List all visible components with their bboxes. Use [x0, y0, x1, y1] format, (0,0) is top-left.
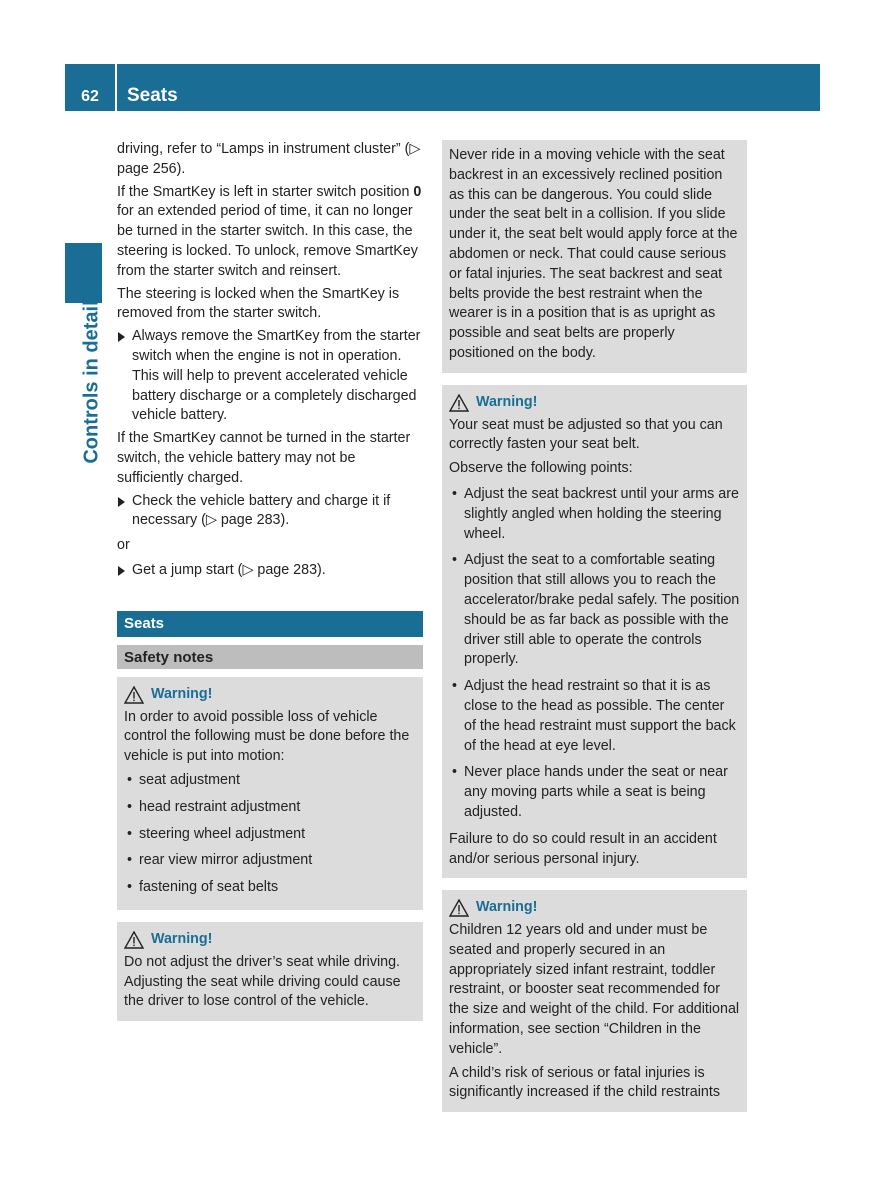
warning-title: Warning!	[449, 898, 740, 918]
warning-intro: Observe the following points:	[449, 460, 633, 477]
switch-position: 0	[413, 183, 422, 200]
bullet-item: • Adjust the seat backrest until your arms are slightly angled when holding the steering wheel.	[449, 485, 740, 544]
page-title: Seats	[117, 64, 820, 111]
warning-box	[442, 890, 747, 1112]
or-text: or	[117, 537, 130, 554]
warning-title: Warning!	[449, 393, 740, 413]
warning-text: Never ride in a moving vehicle with the seat backrest in an excessively reclined position as this can be dangerous. You could slide under the seat belt in a collision. If you slide under it, the seat belt would apply force at the abdomen or neck. That could cause serious or fatal injuries. The seat backrest and seat belts provide the best restraint when the wearer is in a position that is as upright as possible and seat belts are properly positioned on the body.	[449, 147, 738, 361]
bullet-item: • seat adjustment	[124, 771, 416, 791]
section-heading: Seats	[117, 611, 423, 637]
warning-triangle-icon	[449, 899, 469, 917]
warning-outro: Failure to do so could result in an accident and/or serious personal injury.	[449, 830, 717, 867]
warning-box	[117, 677, 423, 910]
page-number: 62	[65, 64, 115, 111]
warning-triangle-icon	[449, 394, 469, 412]
bullet-item: • fastening of seat belts	[124, 878, 416, 898]
paragraph: If the SmartKey cannot be turned in the starter switch, the vehicle battery may not be sufficiently charged.	[117, 430, 411, 486]
warning-title: Warning!	[124, 685, 416, 705]
left-column	[117, 140, 423, 1021]
bullet-item: • steering wheel adjustment	[124, 825, 416, 845]
paragraph: driving, refer to “Lamps in instrument cluster” (▷ page 256).	[117, 141, 421, 177]
bullet-item: • Adjust the head restraint so that it is as close to the head as possible. The center of the head restraint must support the back of the head at eye level.	[449, 677, 740, 756]
paragraph: The steering is locked when the SmartKey is removed from the starter switch.	[117, 285, 400, 322]
bullet-item: • Never place hands under the seat or near any moving parts while a seat is being adjusted.	[449, 763, 740, 822]
paragraph: If the SmartKey is left in starter switch position 0 for an extended period of time, it can no longer be turned in the starter switch. In this case, the steering is locked. To unlock, remove SmartKey from the starter switch and reinsert.	[117, 183, 422, 279]
warning-triangle-icon	[124, 931, 144, 949]
warning-text: In order to avoid possible loss of vehicle control the following must be done before the vehicle is put into motion:	[124, 708, 410, 765]
instruction-step: Always remove the SmartKey from the starter switch when the engine is not in operation.	[117, 327, 423, 367]
instruction-step: Check the vehicle battery and charge it if necessary (▷ page 283).	[117, 492, 423, 532]
bullet-item: • Adjust the seat to a comfortable seating position that still allows you to reach the accelerator/brake pedal safely. The position should be as far back as possible with the driver still able to operate the controls properly.	[449, 551, 740, 670]
warning-triangle-icon	[124, 686, 144, 704]
subsection-heading: Safety notes	[117, 645, 423, 669]
instruction-step: Get a jump start (▷ page 283).	[117, 561, 423, 581]
sidebar-marker	[65, 243, 102, 303]
bullet-item: • rear view mirror adjustment	[124, 851, 416, 871]
warning-box	[117, 922, 423, 1021]
instruction-note: This will help to prevent accelerated vehicle battery discharge or a completely discharged vehicle battery.	[132, 367, 417, 424]
warning-text: A child’s risk of serious or fatal injuries is significantly increased if the child restraints	[449, 1064, 720, 1101]
warning-text: Your seat must be adjusted so that you can correctly fasten your seat belt.	[449, 416, 723, 453]
warning-box	[442, 385, 747, 879]
warning-title: Warning!	[124, 930, 416, 950]
warning-text: Children 12 years old and under must be seated and properly secured in an appropriately sized infant restraint, toddler restraint, or booster seat recommended for the size and weight of the child. For additional information, see section “Children in the vehicle”.	[449, 922, 740, 1057]
warning-box-continued	[442, 140, 747, 373]
warning-text: Do not adjust the driver’s seat while driving. Adjusting the seat while driving could cause the driver to lose control of the vehicle.	[124, 953, 401, 1010]
right-column	[442, 140, 747, 1112]
bullet-item: • head restraint adjustment	[124, 798, 416, 818]
sidebar-chapter-label: Controls in detail	[80, 300, 103, 464]
